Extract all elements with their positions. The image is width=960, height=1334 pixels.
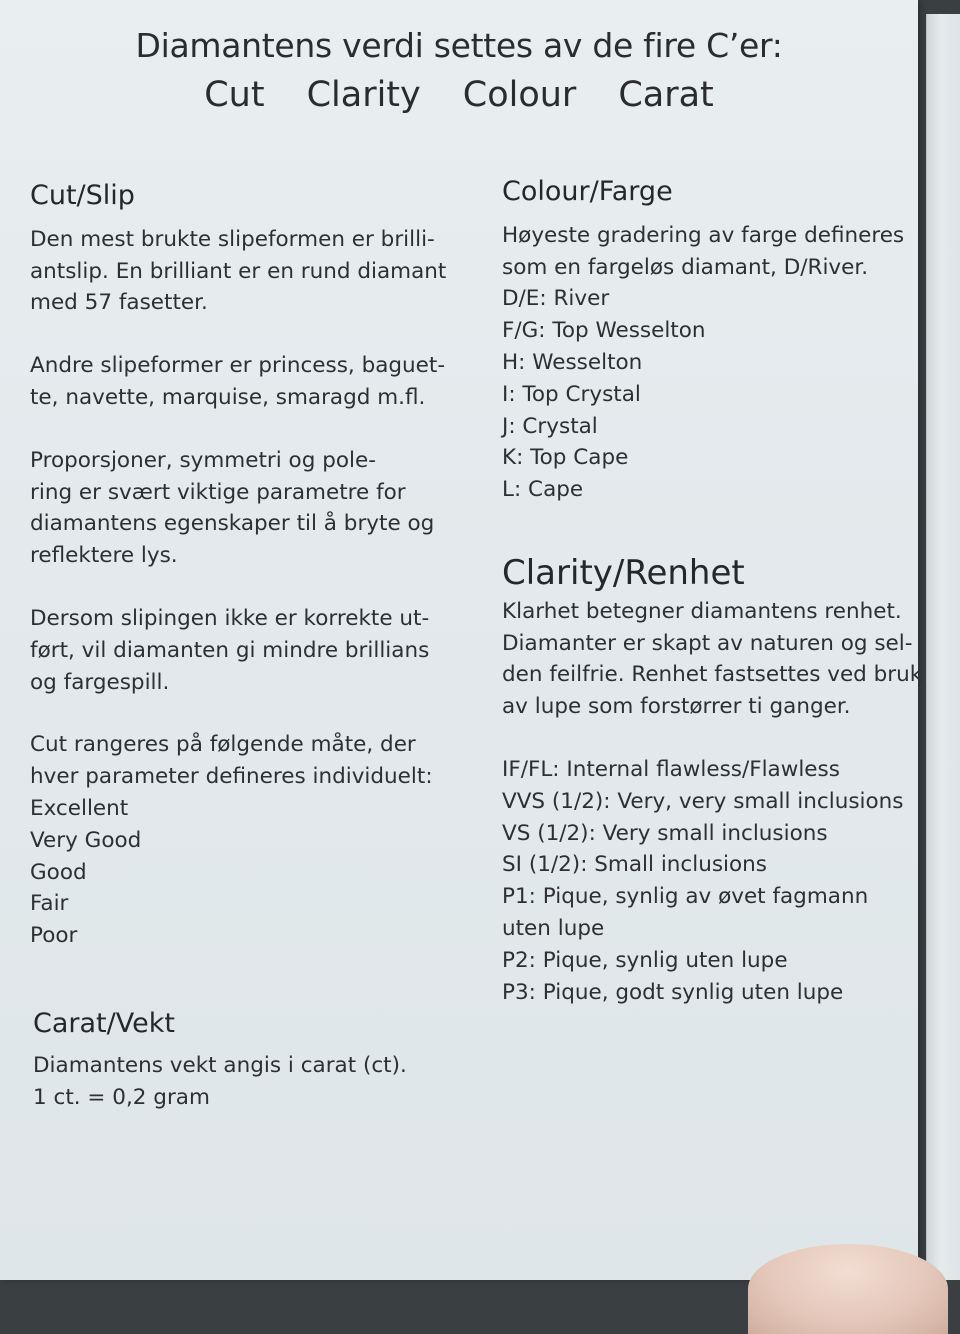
clarity-intro: Klarhet betegner diamantens renhet. Diamanter er skapt av naturen og sel- den feilfrie. Renhet fastsettes ved bruk av lupe som forstørrer ti ganger. — [502, 598, 923, 720]
cut-grade: Fair — [30, 891, 69, 917]
cut-paragraph-1: Den mest brukte slipeformen er brilli- antslip. En brilliant er en rund diamant med 57 fasetter. — [30, 226, 447, 316]
colour-grade-list — [502, 283, 902, 506]
clarity-grade: P1: Pique, synlig av øvet fagmann — [502, 884, 869, 910]
colour-grade: K: Top Cape — [502, 445, 629, 471]
clarity-grade: VVS (1/2): Very, very small inclusions — [502, 788, 904, 814]
cut-paragraph-4: Dersom slipingen ikke er korrekte ut- ført, vil diamanten gi mindre brillians og fargespill. — [30, 605, 430, 695]
c-carat: Carat — [618, 75, 714, 115]
page-header — [0, 26, 918, 115]
clarity-grade-list — [502, 754, 902, 1008]
cut-grade: Poor — [30, 923, 78, 949]
colour-grade: F/G: Top Wesselton — [502, 318, 706, 344]
clarity-grade: uten lupe — [502, 915, 605, 941]
clarity-section — [502, 553, 923, 1008]
thumb — [748, 1244, 948, 1334]
clarity-grade: P3: Pique, godt synlig uten lupe — [502, 979, 844, 1005]
c-colour: Colour — [462, 75, 577, 115]
page-title: Diamantens verdi settes av de fire C’er: — [135, 26, 783, 65]
colour-section — [502, 176, 905, 506]
cut-grade-list — [30, 793, 470, 952]
colour-grade: L: Cape — [502, 477, 584, 503]
cut-paragraph-2: Andre slipeformer er princess, baguet- te, navette, marquise, smaragd m.fl. — [30, 353, 446, 410]
clarity-grade: VS (1/2): Very small inclusions — [502, 820, 828, 846]
four-cs — [0, 75, 918, 115]
c-clarity: Clarity — [306, 75, 421, 115]
next-page-edge — [926, 14, 960, 1280]
cut-paragraph-3: Proporsjoner, symmetri og pole- ring er svært viktige parametre for diamantens egenskaper til å bryte og reflektere lys. — [30, 447, 435, 569]
colour-grade: J: Crystal — [502, 413, 598, 439]
clarity-grade: SI (1/2): Small inclusions — [502, 852, 768, 878]
cut-heading: Cut/Slip — [30, 180, 135, 211]
cut-grade: Very Good — [30, 827, 142, 853]
colour-heading: Colour/Farge — [502, 176, 673, 207]
colour-grade: D/E: River — [502, 286, 610, 312]
carat-section — [33, 1008, 473, 1113]
colour-grade: I: Top Crystal — [502, 381, 641, 407]
cut-grade: Good — [30, 859, 87, 885]
cut-paragraph-5: Cut rangeres på følgende måte, der hver parameter defineres individuelt: — [30, 732, 433, 790]
clarity-grade: IF/FL: Internal flawless/Flawless — [502, 756, 840, 782]
carat-text: Diamantens vekt angis i carat (ct). 1 ct. = 0,2 gram — [33, 1052, 407, 1110]
colour-grade: H: Wesselton — [502, 349, 643, 375]
colour-intro: Høyeste gradering av farge defineres som en fargeløs diamant, D/River. — [502, 222, 905, 280]
c-cut: Cut — [204, 75, 265, 115]
cut-grade: Excellent — [30, 795, 129, 821]
carat-heading: Carat/Vekt — [33, 1008, 175, 1039]
clarity-grade: P2: Pique, synlig uten lupe — [502, 947, 788, 973]
clarity-heading: Clarity/Renhet — [502, 553, 745, 593]
cut-section — [30, 180, 470, 952]
